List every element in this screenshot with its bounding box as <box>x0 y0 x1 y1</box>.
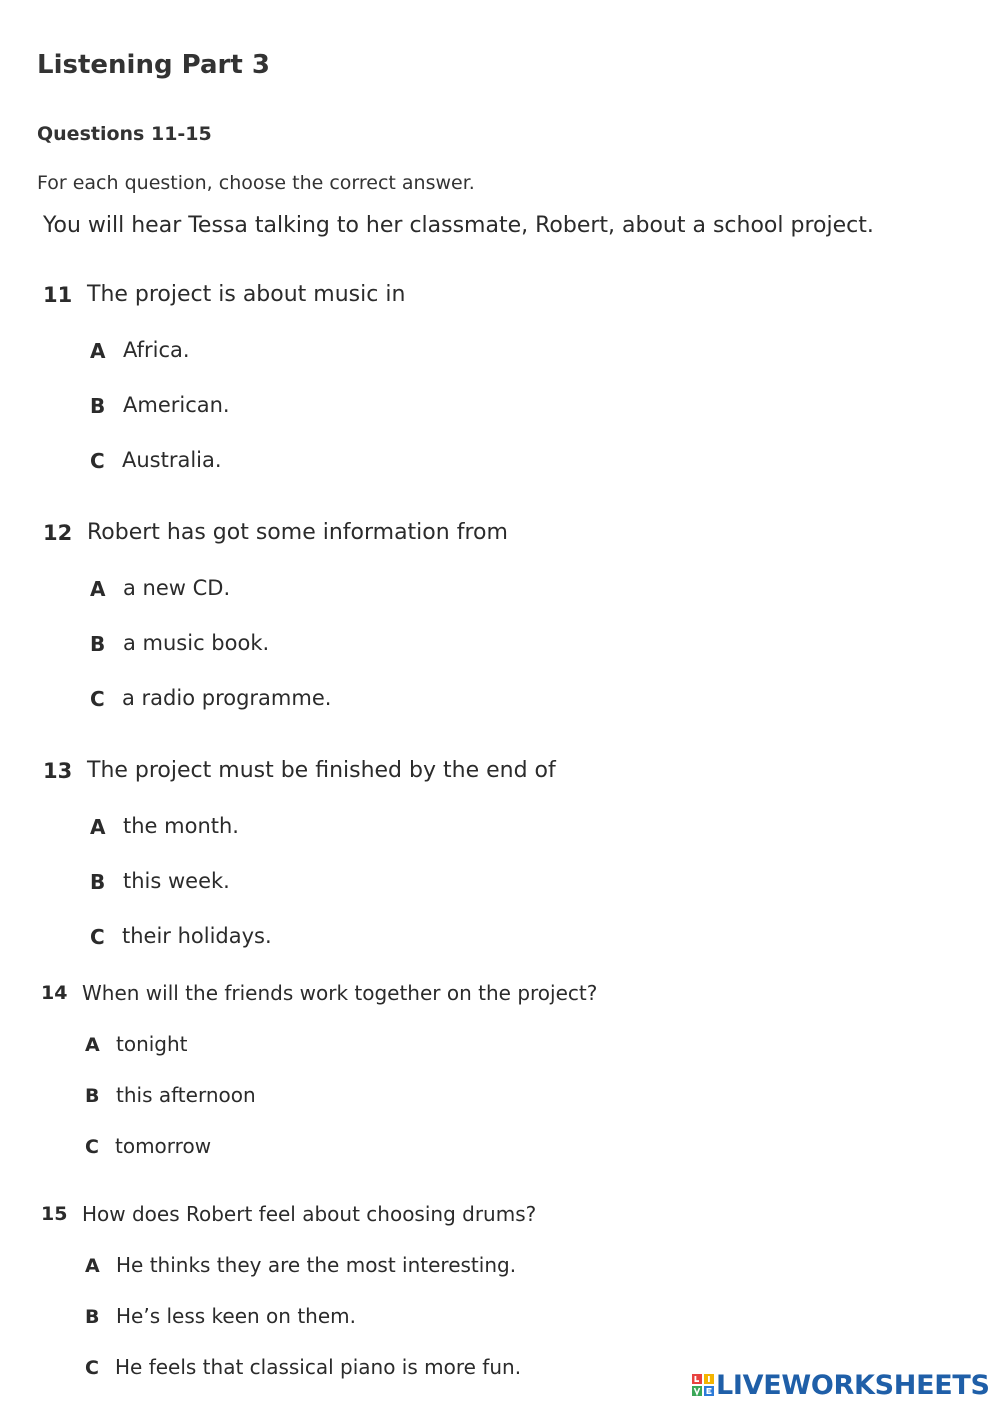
option-text: a music book. <box>123 631 270 655</box>
question-text: The project must be finished by the end of <box>87 758 556 783</box>
liveworksheets-logo-text: LIVEWORKSHEETS <box>716 1369 990 1401</box>
option-letter: B <box>90 870 106 894</box>
option-letter: C <box>85 1136 99 1158</box>
option-letter: A <box>85 1034 100 1056</box>
option-text: He thinks they are the most interesting. <box>116 1253 517 1277</box>
option-letter: C <box>90 925 105 949</box>
option-text: a new CD. <box>123 576 231 600</box>
option-letter: C <box>90 687 105 711</box>
option-letter: A <box>90 339 106 363</box>
question-number: 14 <box>41 982 68 1004</box>
option-text: this afternoon <box>116 1083 256 1107</box>
question-text: Robert has got some information from <box>87 520 508 545</box>
question-number: 12 <box>43 521 73 545</box>
option-text: this week. <box>123 869 230 893</box>
liveworksheets-logo-icon <box>692 1374 714 1396</box>
question-text: How does Robert feel about choosing drums? <box>82 1202 537 1226</box>
option-letter: A <box>90 577 106 601</box>
question-number: 11 <box>43 283 73 307</box>
option-text: tonight <box>116 1032 188 1056</box>
option-text: He’s less keen on them. <box>116 1304 356 1328</box>
option-letter: B <box>85 1306 100 1328</box>
intro-text: You will hear Tessa talking to her classmate, Robert, about a school project. <box>43 213 874 238</box>
question-number: 15 <box>41 1203 68 1225</box>
option-text: American. <box>123 393 230 417</box>
option-text: Africa. <box>123 338 190 362</box>
option-text: their holidays. <box>122 924 272 948</box>
option-letter: A <box>90 815 106 839</box>
option-letter: A <box>85 1255 100 1277</box>
option-letter: B <box>90 394 106 418</box>
instruction-text: For each question, choose the correct answer. <box>37 172 475 194</box>
option-text: Australia. <box>122 448 222 472</box>
option-letter: B <box>90 632 106 656</box>
option-text: a radio programme. <box>122 686 332 710</box>
option-text: the month. <box>123 814 239 838</box>
option-letter: C <box>90 449 105 473</box>
option-text: He feels that classical piano is more fun. <box>115 1355 522 1379</box>
page-title: Listening Part 3 <box>37 50 270 80</box>
question-text: When will the friends work together on the project? <box>82 981 598 1005</box>
question-text: The project is about music in <box>87 282 406 307</box>
question-number: 13 <box>43 759 73 783</box>
option-letter: C <box>85 1357 99 1379</box>
liveworksheets-logo <box>692 1368 990 1402</box>
questions-range-heading: Questions 11-15 <box>37 123 212 145</box>
option-text: tomorrow <box>115 1134 212 1158</box>
option-letter: B <box>85 1085 100 1107</box>
